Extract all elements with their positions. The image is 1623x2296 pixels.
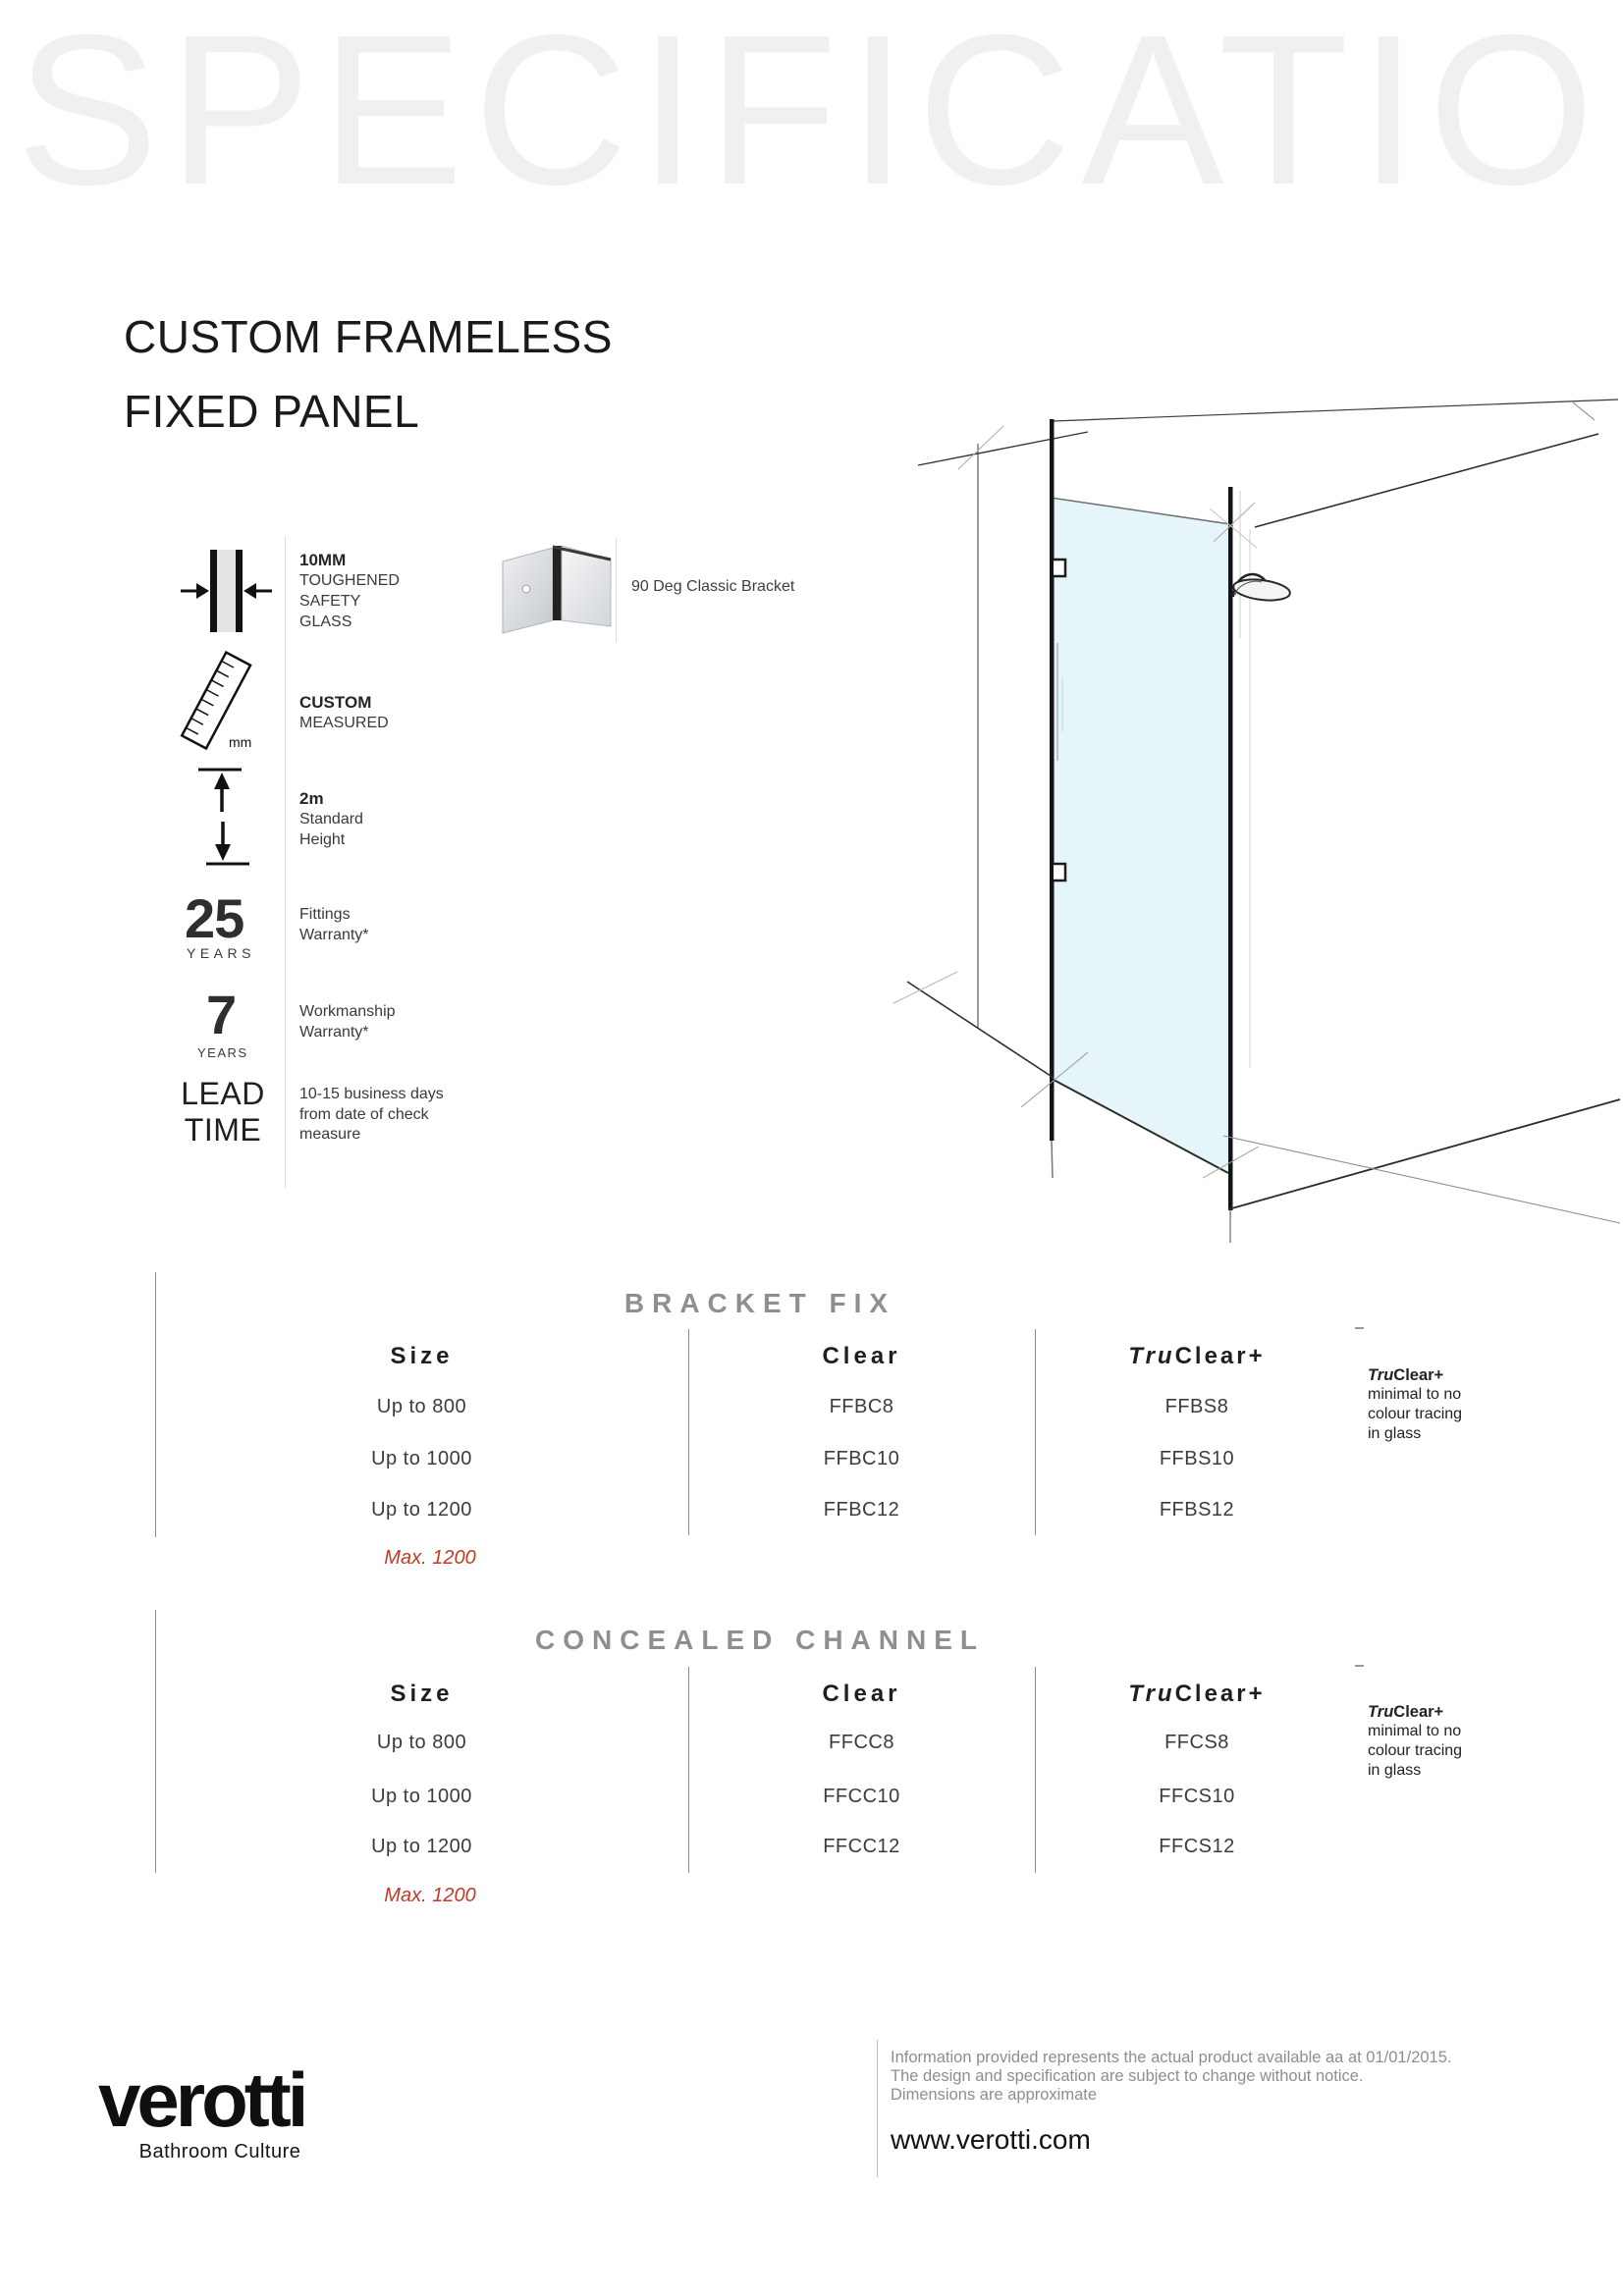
table-title-bracket-fix: BRACKET FIX — [623, 1288, 896, 1318]
table2-row1-clear: FFCC8 — [829, 1732, 894, 1753]
page-title — [124, 299, 613, 449]
bracket-callout-label: 90 Deg Classic Bracket — [631, 578, 795, 595]
table1-row1-size: Up to 800 — [376, 1396, 467, 1417]
table1-row1-truclear: FFBS8 — [1164, 1396, 1229, 1417]
table2-row1-size: Up to 800 — [376, 1732, 467, 1753]
verotti-logo — [98, 2056, 305, 2163]
glass-thickness-icon — [175, 546, 273, 636]
table1-row2-clear: FFBC10 — [823, 1448, 900, 1469]
table2-max-note: Max. 1200 — [384, 1885, 476, 1906]
feature-measured-title: CUSTOM — [299, 693, 372, 712]
25-years-number: 25 — [185, 887, 244, 949]
table1-max-note: Max. 1200 — [384, 1547, 476, 1569]
table1-row3-truclear: FFBS12 — [1159, 1499, 1235, 1521]
table2-row1-truclear: FFCS8 — [1164, 1732, 1229, 1753]
verotti-tagline: Bathroom Culture — [138, 2141, 301, 2163]
table1-row1-clear: FFBC8 — [829, 1396, 894, 1417]
height-arrows-icon — [194, 766, 257, 868]
table2-header-clear: Clear — [822, 1681, 901, 1707]
feature-measured-label: CUSTOM MEASURED — [299, 693, 389, 731]
page-title-line2: FIXED PANEL — [124, 386, 420, 437]
ruler-icon — [173, 650, 263, 753]
verotti-wordmark: verotti — [98, 2056, 305, 2143]
table1-row3-size: Up to 1200 — [371, 1499, 472, 1521]
table1-header-size: Size — [390, 1343, 454, 1369]
table2-side-dash — [1355, 1665, 1364, 1667]
table-title-concealed-channel: CONCEALED CHANNEL — [535, 1625, 985, 1655]
table2-row2-clear: FFCC10 — [823, 1786, 900, 1807]
svg-text:mm: mm — [229, 734, 252, 750]
table2-truclear-note: TruClear+ minimal to no colour tracing in glass — [1368, 1703, 1463, 1779]
table1-row3-clear: FFBC12 — [823, 1499, 900, 1521]
table2-row3-truclear: FFCS12 — [1159, 1836, 1235, 1857]
feature-divider-line — [285, 536, 286, 1188]
table1-truclear-note: TruClear+ minimal to no colour tracing in glass — [1368, 1366, 1463, 1442]
table2-row3-clear: FFCC12 — [823, 1836, 900, 1857]
feature-fittings-label: Fittings Warranty* — [299, 906, 369, 943]
classic-bracket-image — [496, 540, 619, 638]
table1-row2-truclear: FFBS10 — [1159, 1448, 1235, 1469]
table1-header-clear: Clear — [822, 1343, 901, 1369]
feature-glass-label: 10MM TOUGHENED SAFETY GLASS — [299, 551, 400, 630]
7-years-number: 7 — [206, 984, 237, 1045]
25-years-label: YEARS — [187, 945, 255, 961]
footer-rule — [877, 2040, 878, 2177]
website-url[interactable]: www.verotti.com — [891, 2124, 1091, 2155]
lead-time-badge: LEAD TIME — [181, 1076, 265, 1148]
table2-header-truclear: TruClear+ — [1128, 1681, 1266, 1707]
table2-row2-truclear: FFCS10 — [1159, 1786, 1235, 1807]
feature-height-title: 2m — [299, 789, 324, 808]
feature-workmanship-label: Workmanship Warranty* — [299, 1003, 396, 1041]
feature-leadtime-label: 10-15 business days from date of check measure — [299, 1086, 444, 1143]
table1-row2-size: Up to 1000 — [371, 1448, 472, 1469]
table2-row3-size: Up to 1200 — [371, 1836, 472, 1857]
table1-side-dash — [1355, 1327, 1364, 1329]
table2-row2-size: Up to 1000 — [371, 1786, 472, 1807]
table1-header-truclear: TruClear+ — [1128, 1343, 1266, 1369]
7-years-label: YEARS — [197, 1045, 248, 1060]
page-title-line1: CUSTOM FRAMELESS — [124, 311, 613, 362]
shower-panel-sketch — [864, 393, 1623, 1276]
table2-header-size: Size — [390, 1681, 454, 1707]
disclaimer-text: Information provided represents the actual product available aa at 01/01/2015. The design and specification are subject to change without notice. Dimensions are approximate — [891, 2049, 1452, 2104]
feature-height-label: 2m Standard Height — [299, 789, 363, 848]
feature-glass-title: 10MM — [299, 551, 347, 569]
watermark-text: SPECIFICATIO — [16, 0, 1604, 230]
